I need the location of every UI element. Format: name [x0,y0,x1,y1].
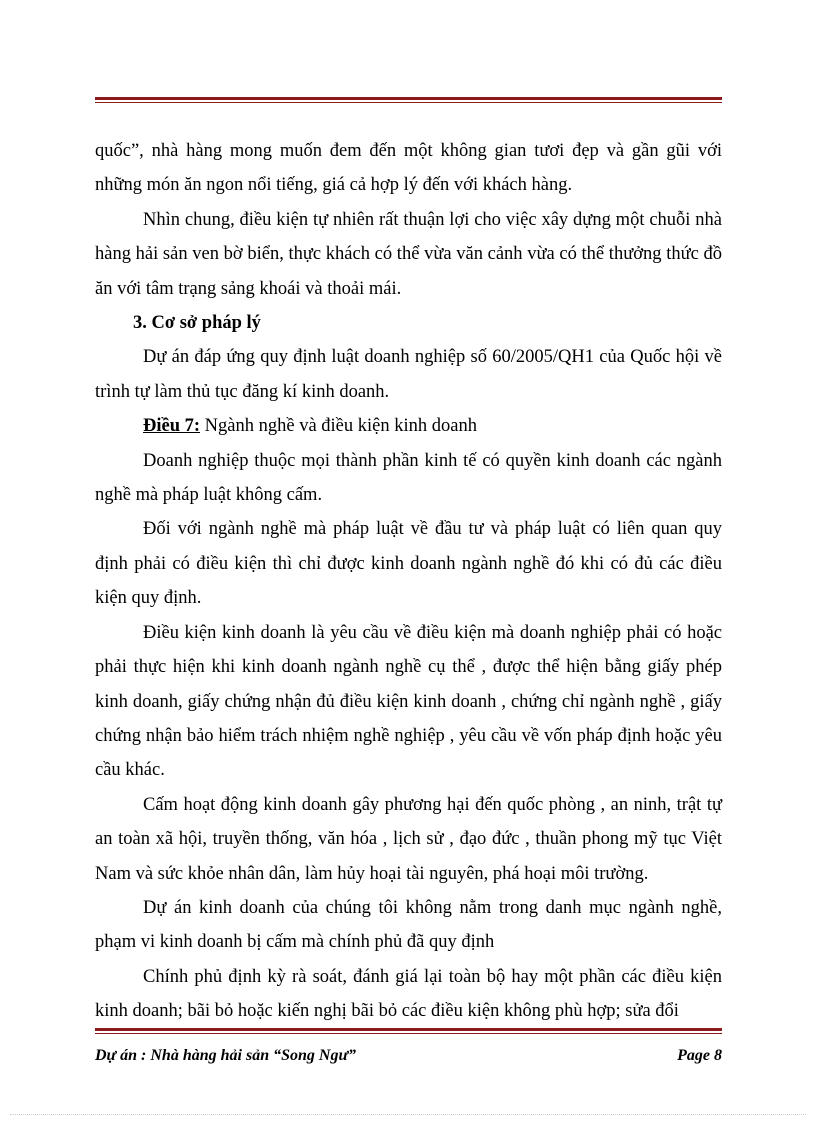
article-line [95,409,722,443]
footer-project-title: Dự án : Nhà hàng hải sản “Song Ngư” [95,1047,357,1064]
paragraph-2: Nhìn chung, điều kiện tự nhiên rất thuận lợi cho việc xây dựng một chuỗi nhà hàng hải sản ven bờ biển, thực khách có thể vừa văn cảnh vừa có thể thưởng thức đồ ăn với tâm trạng sảng khoái và thoải mái. [95,209,722,299]
article-label: Điều 7: [143,416,201,437]
paragraph-3: Dự án đáp ứng quy định luật doanh nghiệp số 60/2005/QH1 của Quốc hội về trình tự làm thủ tục đăng kí kinh doanh. [95,347,722,402]
article-title: Ngành nghề và điều kiện kinh doanh [200,416,477,437]
page-edge-dotted-line [10,1114,806,1115]
paragraph-9: Chính phủ định kỳ rà soát, đánh giá lại toàn bộ hay một phần các điều kiện kinh doanh; bãi bỏ hoặc kiến nghị bãi bỏ các điều kiện không phù hợp; sửa đổi [95,966,722,1022]
page-body [95,134,722,1029]
paragraph-7: Cấm hoạt động kinh doanh gây phương hại đến quốc phòng , an ninh, trật tự an toàn xã hội, truyền thống, văn hóa , lịch sử , đạo đức , thuần phong mỹ tục Việt Nam và sức khỏe nhân dân, làm hủy hoại tài nguyên, phá hoại môi trường. [95,794,722,884]
paragraph-6: Điều kiện kinh doanh là yêu cầu về điều kiện mà doanh nghiệp phải có hoặc phải thực hiện khi kinh doanh ngành nghề cụ thể , được thể hiện bằng giấy phép kinh doanh, giấy chứng nhận đủ điều kiện kinh doanh , chứng chỉ ngành nghề , giấy chứng nhận bảo hiểm trách nhiệm nghề nghiệp , yêu cầu về vốn pháp định hoặc yêu cầu khác. [95,622,722,781]
paragraph-4: Doanh nghiệp thuộc mọi thành phần kinh tế có quyền kinh doanh các ngành nghề mà pháp luật không cấm. [95,450,722,506]
paragraph-8: Dự án kinh doanh của chúng tôi không nằm trong danh mục ngành nghề, phạm vi kinh doanh bị cấm mà chính phủ đã quy định [95,897,722,953]
paragraph-5: Đối với ngành nghề mà pháp luật về đầu tư và pháp luật có liên quan quy định phải có điều kiện thì chỉ được kinh doanh ngành nghề đó khi có đủ các điều kiện quy định. [95,519,722,609]
paragraph-1: quốc”, nhà hàng mong muốn đem đến một không gian tươi đẹp và gần gũi với những món ăn ngon nổi tiếng, giá cả hợp lý đến với khách hàng. [95,141,722,196]
footer-page-number: Page 8 [677,1047,722,1064]
footer-divider [95,1028,722,1034]
page-footer [95,1047,722,1065]
section-heading: 3. Cơ sở pháp lý [133,313,261,334]
header-divider [95,97,722,103]
